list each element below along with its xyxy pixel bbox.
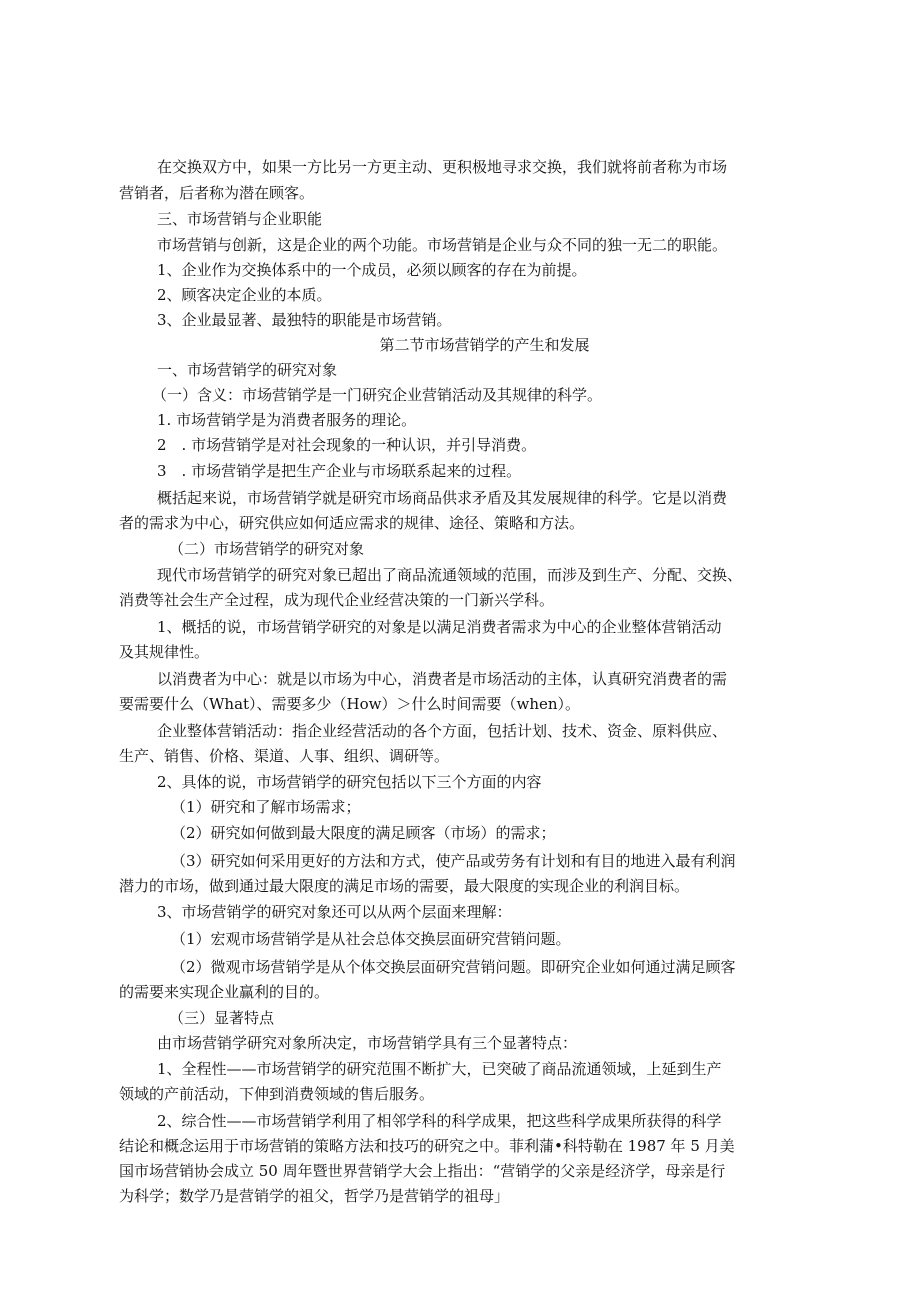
paragraph-line: 市场营销与创新，这是企业的两个功能。市场营销是企业与众不同的独一无二的职能。 [157, 236, 728, 254]
paragraph-line: 及其规律性。 [119, 643, 210, 661]
paragraph-line: 结论和概念运用于市场营销的策略方法和技巧的研究之中。菲利蒲•科特勒在 1987 年 5 月美 [119, 1137, 735, 1155]
paragraph-line: 1、全程性——市场营销学的研究范围不断扩大，已突破了商品流通领域，上延到生产 [157, 1060, 722, 1078]
paragraph-line: 为科学；数学乃是营销学的祖父，哲学乃是营销学的祖母」 [119, 1187, 510, 1205]
list-item: 3、企业最显著、最独特的职能是市场营销。 [157, 311, 452, 329]
list-item: （2）研究如何做到最大限度的满足顾客（市场）的需求； [171, 824, 556, 842]
paragraph-line: 生产、销售、价格、渠道、人事、组织、调研等。 [119, 747, 450, 765]
paragraph-line: 概括起来说，市场营销学就是研究市场商品供求矛盾及其发展规律的科学。它是以消费 [157, 489, 728, 507]
list-item: （1）研究和了解市场需求； [171, 798, 361, 816]
paragraph-line: 消费等社会生产全过程，成为现代企业经营决策的一门新兴学科。 [119, 591, 555, 609]
list-item: 1、企业作为交换体系中的一个成员，必须以顾客的存在为前提。 [157, 261, 587, 279]
list-item: （1）宏观市场营销学是从社会总体交换层面研究营销问题。 [171, 930, 571, 948]
paragraph-line: 国市场营销协会成立 50 周年暨世界营销学大会上指出：“营销学的父亲是经济学，母亲是行 [119, 1162, 726, 1180]
paragraph-line: 在交换双方中，如果一方比另一方更主动、更积极地寻求交换，我们就将前者称为市场 [157, 158, 728, 176]
paragraph-line: 者的需求为中心，研究供应如何适应需求的规律、途径、策略和方法。 [119, 514, 585, 532]
paragraph-line: 2、具体的说，市场营销学的研究包括以下三个方面的内容 [157, 773, 542, 791]
section-heading: 一、市场营销学的研究对象 [157, 361, 338, 379]
paragraph-line: 以消费者为中心：就是以市场为中心，消费者是市场活动的主体，认真研究消费者的需 [157, 670, 728, 688]
section-heading: 三、市场营销与企业职能 [157, 210, 323, 228]
list-item: 3 . 市场营销学是把生产企业与市场联系起来的过程。 [157, 462, 522, 480]
paragraph-line: 现代市场营销学的研究对象已超出了商品流通领域的范围，而涉及到生产、分配、交换、 [157, 566, 743, 584]
list-item: 1. 市场营销学是为消费者服务的理论。 [157, 411, 417, 429]
paragraph-line: 的需要来实现企业赢利的目的。 [119, 983, 330, 1001]
list-item: （2）微观市场营销学是从个体交换层面研究营销问题。即研究企业如何通过满足顾客 [171, 958, 736, 976]
paragraph-line: 1、概括的说，市场营销学研究的对象是以满足消费者需求为中心的企业整体营销活动 [157, 618, 722, 636]
paragraph-line: 2、综合性——市场营销学利用了相邻学科的科学成果，把这些科学成果所获得的科学 [157, 1112, 722, 1130]
subsection-heading: （二）市场营销学的研究对象 [169, 540, 365, 558]
paragraph-line: 要需要什么（What）、需要多少（How）＞什么时间需要（when）。 [119, 695, 581, 713]
paragraph-line: 3、市场营销学的研究对象还可以从两个层面来理解： [157, 903, 512, 921]
paragraph-line: 由市场营销学研究对象所决定，市场营销学具有三个显著特点： [157, 1034, 578, 1052]
list-item: 2 . 市场营销学是对社会现象的一种认识，并引导消费。 [157, 436, 537, 454]
subsection-heading: （一）含义：市场营销学是一门研究企业营销活动及其规律的科学。 [152, 386, 603, 404]
paragraph-line: 领域的产前活动，下伸到消费领域的售后服务。 [119, 1085, 435, 1103]
chapter-section-title: 第二节市场营销学的产生和发展 [379, 336, 590, 354]
paragraph-line: 企业整体营销活动：指企业经营活动的各个方面，包括计划、技术、资金、原料供应、 [157, 722, 728, 740]
subsection-heading: （三）显著特点 [169, 1009, 275, 1027]
list-item: 2、顾客决定企业的本质。 [157, 286, 332, 304]
paragraph-line: 营销者，后者称为潜在顾客。 [119, 184, 315, 202]
paragraph-line: 潜力的市场，做到通过最大限度的满足市场的需要，最大限度的实现企业的利润目标。 [119, 877, 690, 895]
list-item: （3）研究如何采用更好的方法和方式，使产品或劳务有计划和有目的地进入最有利润 [171, 852, 736, 870]
